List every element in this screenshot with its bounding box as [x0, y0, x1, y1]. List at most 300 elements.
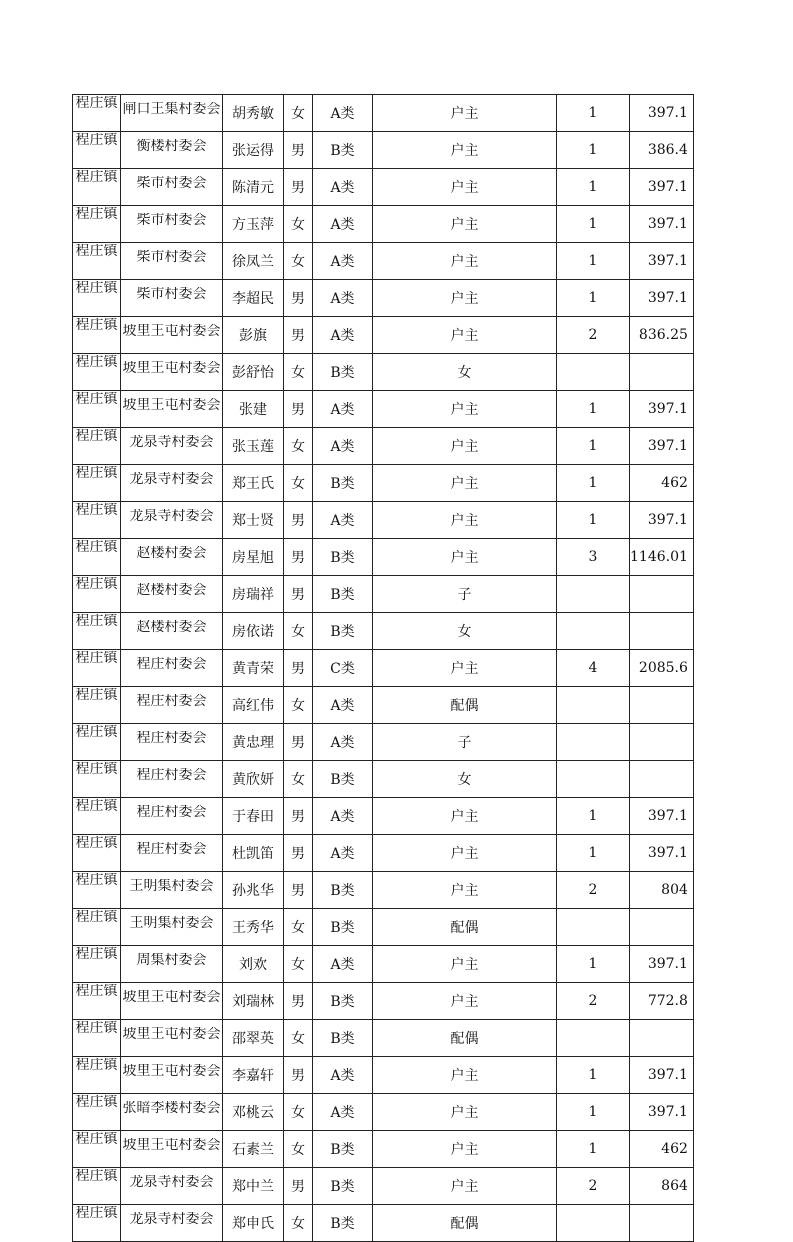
category-cell-text: B类: [330, 143, 355, 159]
household-count-cell: [557, 391, 630, 428]
table-row: [73, 835, 694, 872]
household-count-cell: [557, 539, 630, 576]
table-row: [73, 465, 694, 502]
category-cell: [313, 206, 373, 243]
relation-cell: [373, 872, 557, 909]
gender-cell-text: 女: [291, 772, 305, 788]
village-cell: [121, 391, 223, 428]
village-cell: [121, 206, 223, 243]
category-cell: [313, 132, 373, 169]
relation-cell: [373, 354, 557, 391]
village-cell: [121, 243, 223, 280]
village-cell: [121, 1131, 223, 1168]
village-cell: [121, 909, 223, 946]
relation-cell-text: 户主: [450, 143, 479, 159]
household-count-cell: [557, 835, 630, 872]
gender-cell: [284, 1168, 313, 1205]
name-cell: [223, 391, 284, 428]
village-cell-text: 坡里王屯村委会: [122, 1027, 221, 1042]
category-cell-text: A类: [330, 1068, 355, 1084]
table-row: [73, 1094, 694, 1131]
relation-cell-text: 户主: [450, 1142, 479, 1158]
household-count-cell-text: 3: [588, 549, 598, 565]
category-cell-text: A类: [330, 439, 355, 455]
name-cell: [223, 1168, 284, 1205]
table-row: [73, 354, 694, 391]
town-cell: [73, 169, 121, 206]
name-cell-text: 李超民: [232, 291, 274, 307]
name-cell: [223, 95, 284, 132]
category-cell: [313, 761, 373, 798]
village-cell-text: 张暗李楼村委会: [122, 1101, 221, 1116]
relation-cell-text: 女: [457, 365, 472, 381]
amount-cell-text: 1146.01: [630, 549, 688, 565]
household-count-cell: [557, 206, 630, 243]
amount-cell: [630, 502, 694, 539]
name-cell: [223, 1131, 284, 1168]
relation-cell-text: 户主: [450, 661, 479, 677]
village-cell-text: 柴市村委会: [136, 287, 207, 302]
town-cell: [73, 95, 121, 132]
gender-cell-text: 女: [291, 1031, 305, 1047]
gender-cell: [284, 391, 313, 428]
category-cell: [313, 1094, 373, 1131]
category-cell: [313, 280, 373, 317]
table-row: [73, 872, 694, 909]
village-cell-text: 坡里王屯村委会: [122, 324, 221, 339]
category-cell: [313, 798, 373, 835]
name-cell-text: 张建: [239, 402, 267, 418]
gender-cell: [284, 95, 313, 132]
name-cell: [223, 465, 284, 502]
gender-cell: [284, 1057, 313, 1094]
gender-cell: [284, 280, 313, 317]
amount-cell: [630, 1020, 694, 1057]
town-cell: [73, 687, 121, 724]
village-cell-text: 程庄村委会: [136, 694, 207, 709]
gender-cell-text: 女: [291, 1142, 305, 1158]
gender-cell-text: 男: [291, 809, 305, 825]
village-cell: [121, 1057, 223, 1094]
table-body: [73, 95, 694, 1242]
gender-cell: [284, 1131, 313, 1168]
gender-cell-text: 女: [291, 1216, 305, 1232]
town-cell-text: 程庄镇: [75, 836, 118, 851]
village-cell-text: 龙泉寺村委会: [129, 509, 214, 524]
village-cell-text: 程庄村委会: [136, 731, 207, 746]
relation-cell: [373, 465, 557, 502]
name-cell: [223, 576, 284, 613]
name-cell: [223, 354, 284, 391]
town-cell-text: 程庄镇: [75, 984, 118, 999]
table-row: [73, 1057, 694, 1094]
table-row: [73, 613, 694, 650]
name-cell: [223, 1057, 284, 1094]
relation-cell: [373, 650, 557, 687]
village-cell: [121, 95, 223, 132]
relation-cell: [373, 909, 557, 946]
relation-cell-text: 户主: [450, 180, 479, 196]
amount-cell: [630, 539, 694, 576]
gender-cell-text: 女: [291, 254, 305, 270]
town-cell-text: 程庄镇: [75, 1206, 118, 1221]
village-cell-text: 衡楼村委会: [136, 139, 207, 154]
town-cell-text: 程庄镇: [75, 96, 118, 111]
household-count-cell-text: 1: [588, 290, 598, 306]
category-cell-text: A类: [330, 1105, 355, 1121]
town-cell-text: 程庄镇: [75, 799, 118, 814]
relation-cell: [373, 132, 557, 169]
village-cell-text: 程庄村委会: [136, 768, 207, 783]
amount-cell: [630, 909, 694, 946]
village-cell: [121, 169, 223, 206]
name-cell-text: 陈清元: [232, 180, 274, 196]
relation-cell: [373, 317, 557, 354]
category-cell: [313, 613, 373, 650]
town-cell-text: 程庄镇: [75, 614, 118, 629]
amount-cell: [630, 280, 694, 317]
category-cell: [313, 539, 373, 576]
amount-cell-text: 836.25: [638, 327, 688, 343]
household-count-cell-text: 2: [588, 1178, 598, 1194]
town-cell-text: 程庄镇: [75, 355, 118, 370]
relation-cell-text: 户主: [450, 328, 479, 344]
relation-cell: [373, 1205, 557, 1242]
name-cell: [223, 613, 284, 650]
household-count-cell-text: 2: [588, 993, 598, 1009]
gender-cell: [284, 428, 313, 465]
village-cell: [121, 317, 223, 354]
relation-cell: [373, 1057, 557, 1094]
gender-cell-text: 男: [291, 1068, 305, 1084]
name-cell: [223, 946, 284, 983]
gender-cell-text: 女: [291, 920, 305, 936]
table-row: [73, 909, 694, 946]
village-cell-text: 龙泉寺村委会: [129, 1212, 214, 1227]
household-count-cell: [557, 502, 630, 539]
gender-cell-text: 男: [291, 513, 305, 529]
relation-cell-text: 户主: [450, 402, 479, 418]
category-cell-text: A类: [330, 957, 355, 973]
category-cell-text: B类: [330, 476, 355, 492]
amount-cell-text: 397.1: [647, 1067, 688, 1083]
gender-cell-text: 女: [291, 476, 305, 492]
category-cell: [313, 95, 373, 132]
town-cell: [73, 946, 121, 983]
name-cell-text: 郑士贤: [232, 513, 274, 529]
town-cell-text: 程庄镇: [75, 910, 118, 925]
village-cell-text: 闸口王集村委会: [122, 102, 221, 117]
relation-cell: [373, 613, 557, 650]
name-cell: [223, 724, 284, 761]
relation-cell: [373, 687, 557, 724]
amount-cell: [630, 132, 694, 169]
gender-cell-text: 男: [291, 735, 305, 751]
gender-cell-text: 女: [291, 957, 305, 973]
table-row: [73, 946, 694, 983]
category-cell: [313, 909, 373, 946]
household-count-cell-text: 1: [588, 475, 598, 491]
village-cell-text: 赵楼村委会: [136, 546, 207, 561]
household-count-cell-text: 1: [588, 808, 598, 824]
gender-cell: [284, 206, 313, 243]
amount-cell: [630, 798, 694, 835]
household-count-cell-text: 1: [588, 105, 598, 121]
town-cell: [73, 576, 121, 613]
amount-cell: [630, 243, 694, 280]
household-count-cell: [557, 280, 630, 317]
name-cell-text: 彭舒怡: [232, 365, 274, 381]
gender-cell: [284, 1094, 313, 1131]
household-count-cell-text: 2: [588, 882, 598, 898]
town-cell-text: 程庄镇: [75, 651, 118, 666]
category-cell-text: A类: [330, 106, 355, 122]
household-count-cell: [557, 724, 630, 761]
name-cell-text: 石素兰: [232, 1142, 274, 1158]
gender-cell: [284, 983, 313, 1020]
household-count-cell: [557, 1168, 630, 1205]
gender-cell: [284, 243, 313, 280]
name-cell: [223, 1094, 284, 1131]
gender-cell: [284, 909, 313, 946]
category-cell-text: A类: [330, 513, 355, 529]
village-cell: [121, 354, 223, 391]
relation-cell: [373, 1094, 557, 1131]
category-cell: [313, 1057, 373, 1094]
amount-cell-text: 397.1: [647, 956, 688, 972]
town-cell-text: 程庄镇: [75, 207, 118, 222]
household-count-cell-text: 1: [588, 438, 598, 454]
name-cell-text: 王秀华: [232, 920, 274, 936]
table-row: [73, 1020, 694, 1057]
category-cell: [313, 465, 373, 502]
relation-cell: [373, 798, 557, 835]
gender-cell-text: 女: [291, 624, 305, 640]
name-cell-text: 张运得: [232, 143, 274, 159]
town-cell-text: 程庄镇: [75, 540, 118, 555]
village-cell-text: 程庄村委会: [136, 657, 207, 672]
relation-cell: [373, 502, 557, 539]
name-cell-text: 彭旗: [239, 328, 267, 344]
gender-cell-text: 女: [291, 365, 305, 381]
gender-cell: [284, 872, 313, 909]
relation-cell: [373, 206, 557, 243]
household-count-cell-text: 1: [588, 1141, 598, 1157]
category-cell-text: B类: [330, 1179, 355, 1195]
category-cell: [313, 169, 373, 206]
amount-cell: [630, 1094, 694, 1131]
relation-cell-text: 户主: [450, 1105, 479, 1121]
village-cell: [121, 650, 223, 687]
household-count-cell: [557, 95, 630, 132]
village-cell: [121, 1094, 223, 1131]
name-cell-text: 于春田: [232, 809, 274, 825]
amount-cell-text: 864: [661, 1178, 688, 1194]
category-cell: [313, 1131, 373, 1168]
relation-cell-text: 户主: [450, 217, 479, 233]
town-cell: [73, 391, 121, 428]
town-cell-text: 程庄镇: [75, 133, 118, 148]
village-cell-text: 龙泉寺村委会: [129, 435, 214, 450]
name-cell: [223, 206, 284, 243]
amount-cell: [630, 650, 694, 687]
table-row: [73, 1205, 694, 1242]
town-cell-text: 程庄镇: [75, 392, 118, 407]
gender-cell: [284, 724, 313, 761]
name-cell-text: 孙兆华: [232, 883, 274, 899]
town-cell: [73, 428, 121, 465]
category-cell: [313, 1168, 373, 1205]
gender-cell-text: 男: [291, 291, 305, 307]
town-cell: [73, 909, 121, 946]
name-cell: [223, 687, 284, 724]
village-cell-text: 赵楼村委会: [136, 583, 207, 598]
household-count-cell: [557, 1094, 630, 1131]
village-cell: [121, 539, 223, 576]
amount-cell: [630, 1131, 694, 1168]
village-cell: [121, 872, 223, 909]
amount-cell: [630, 206, 694, 243]
amount-cell: [630, 465, 694, 502]
relief-roster-table: [72, 94, 694, 1242]
amount-cell: [630, 761, 694, 798]
village-cell: [121, 1020, 223, 1057]
gender-cell-text: 男: [291, 1179, 305, 1195]
village-cell: [121, 502, 223, 539]
category-cell-text: B类: [330, 994, 355, 1010]
category-cell: [313, 1020, 373, 1057]
relation-cell: [373, 391, 557, 428]
category-cell: [313, 983, 373, 1020]
relation-cell-text: 配偶: [450, 1031, 479, 1047]
table-row: [73, 539, 694, 576]
amount-cell: [630, 576, 694, 613]
village-cell-text: 坡里王屯村委会: [122, 1064, 221, 1079]
gender-cell: [284, 354, 313, 391]
relation-cell: [373, 280, 557, 317]
table-row: [73, 1168, 694, 1205]
town-cell: [73, 613, 121, 650]
relation-cell-text: 配偶: [450, 920, 479, 936]
category-cell-text: A类: [330, 328, 355, 344]
name-cell: [223, 909, 284, 946]
amount-cell: [630, 317, 694, 354]
village-cell-text: 柴市村委会: [136, 213, 207, 228]
gender-cell-text: 男: [291, 402, 305, 418]
village-cell: [121, 613, 223, 650]
town-cell: [73, 132, 121, 169]
name-cell: [223, 428, 284, 465]
amount-cell: [630, 391, 694, 428]
category-cell-text: A类: [330, 846, 355, 862]
town-cell-text: 程庄镇: [75, 244, 118, 259]
table-row: [73, 798, 694, 835]
household-count-cell-text: 1: [588, 179, 598, 195]
town-cell: [73, 1020, 121, 1057]
village-cell: [121, 428, 223, 465]
amount-cell-text: 462: [661, 475, 688, 491]
category-cell: [313, 243, 373, 280]
name-cell: [223, 798, 284, 835]
relation-cell: [373, 1020, 557, 1057]
gender-cell: [284, 169, 313, 206]
category-cell-text: B类: [330, 624, 355, 640]
village-cell: [121, 465, 223, 502]
town-cell: [73, 983, 121, 1020]
name-cell: [223, 872, 284, 909]
town-cell: [73, 243, 121, 280]
village-cell-text: 周集村委会: [136, 953, 207, 968]
gender-cell: [284, 465, 313, 502]
amount-cell-text: 772.8: [647, 993, 688, 1009]
amount-cell-text: 397.1: [647, 179, 688, 195]
category-cell-text: B类: [330, 883, 355, 899]
amount-cell-text: 397.1: [647, 401, 688, 417]
gender-cell-text: 男: [291, 143, 305, 159]
household-count-cell: [557, 243, 630, 280]
relation-cell-text: 配偶: [450, 1216, 479, 1232]
category-cell-text: B类: [330, 550, 355, 566]
village-cell: [121, 687, 223, 724]
household-count-cell: [557, 687, 630, 724]
relation-cell-text: 户主: [450, 291, 479, 307]
household-count-cell: [557, 872, 630, 909]
table-row: [73, 243, 694, 280]
relation-cell-text: 户主: [450, 957, 479, 973]
amount-cell-text: 397.1: [647, 253, 688, 269]
village-cell-text: 柴市村委会: [136, 176, 207, 191]
relation-cell: [373, 983, 557, 1020]
relation-cell: [373, 1168, 557, 1205]
town-cell: [73, 650, 121, 687]
relation-cell-text: 户主: [450, 1179, 479, 1195]
household-count-cell: [557, 1020, 630, 1057]
relation-cell-text: 户主: [450, 550, 479, 566]
household-count-cell: [557, 317, 630, 354]
household-count-cell: [557, 798, 630, 835]
category-cell: [313, 576, 373, 613]
category-cell-text: A类: [330, 217, 355, 233]
town-cell: [73, 1094, 121, 1131]
name-cell-text: 刘瑞林: [232, 994, 274, 1010]
category-cell-text: A类: [330, 698, 355, 714]
name-cell: [223, 650, 284, 687]
household-count-cell: [557, 169, 630, 206]
household-count-cell-text: 1: [588, 845, 598, 861]
village-cell-text: 坡里王屯村委会: [122, 361, 221, 376]
gender-cell: [284, 650, 313, 687]
name-cell-text: 邓桃云: [232, 1105, 274, 1121]
village-cell: [121, 724, 223, 761]
amount-cell-text: 397.1: [647, 1104, 688, 1120]
category-cell-text: A类: [330, 254, 355, 270]
category-cell-text: B类: [330, 1142, 355, 1158]
relation-cell-text: 女: [457, 624, 472, 640]
name-cell: [223, 983, 284, 1020]
gender-cell-text: 男: [291, 846, 305, 862]
category-cell: [313, 835, 373, 872]
amount-cell-text: 462: [661, 1141, 688, 1157]
gender-cell-text: 男: [291, 550, 305, 566]
amount-cell: [630, 428, 694, 465]
relation-cell: [373, 576, 557, 613]
household-count-cell: [557, 650, 630, 687]
town-cell-text: 程庄镇: [75, 762, 118, 777]
category-cell: [313, 946, 373, 983]
town-cell-text: 程庄镇: [75, 725, 118, 740]
table-row: [73, 502, 694, 539]
household-count-cell: [557, 1057, 630, 1094]
